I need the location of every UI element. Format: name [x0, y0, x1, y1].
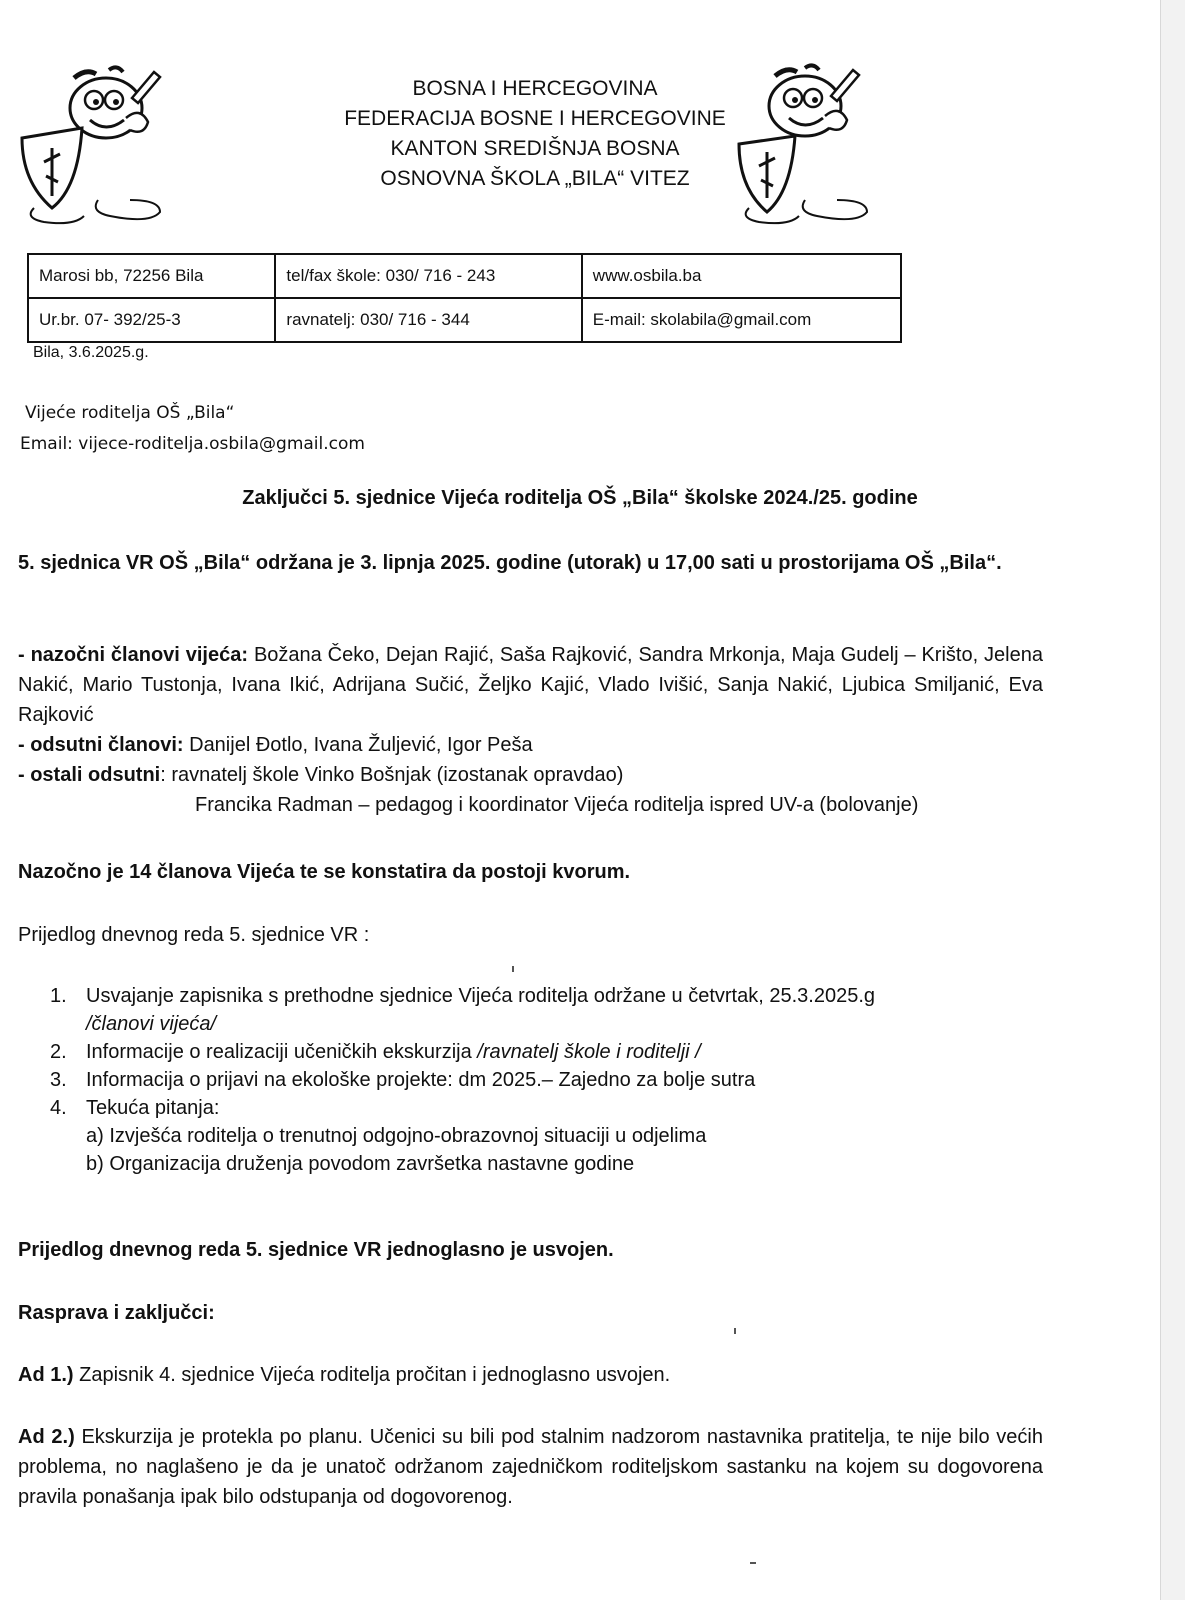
agenda-note: /članovi vijeća/: [86, 1013, 217, 1035]
present-label: - nazočni članovi vijeća:: [18, 644, 249, 666]
agenda-subitem: b) Organizacija druženja povodom završetka nastavne godine: [86, 1153, 635, 1175]
other-absent-text: : ravnatelj škole Vinko Bošnjak (izostanak opravdao): [160, 764, 624, 786]
present-list: Božana Čeko, Dejan Rajić, Saša Rajković, Sandra Mrkonja, Maja Gudelj – Krišto, Jelena Nakić, Mario Tustonja, Ivana Ikić, Adrijana Sučić, Željko Kajić, Vlado Ivišić, Sanja Nakić, Ljubica Smiljanić, Eva Rajković: [18, 644, 1043, 726]
agenda-text: Informacije o realizaciji učeničkih ekskurzija: [86, 1041, 478, 1063]
council-contact: [20, 398, 365, 460]
council-name: Vijeće roditelja OŠ „Bila“: [25, 403, 235, 423]
school-header: [300, 74, 770, 194]
table-row: [28, 254, 901, 298]
scan-speck: [750, 1562, 756, 1564]
agenda-subitem: a) Izvješća roditelja o trenutnoj odgojno-obrazovnoj situaciji u odjelima: [86, 1125, 707, 1147]
other-absent: [18, 760, 1043, 790]
school-info-table: [27, 253, 902, 343]
other-absent-label: - ostali odsutni: [18, 764, 161, 786]
agenda-intro: Prijedlog dnevnog reda 5. sjednice VR :: [18, 924, 370, 946]
scan-speck: [512, 966, 514, 972]
school-mascot-logo-right: [735, 58, 885, 228]
agenda-text: Tekuća pitanja:: [86, 1097, 220, 1119]
agenda-text: Informacija o prijavi na ekološke projekte: dm 2025.– Zajedno za bolje sutra: [86, 1069, 756, 1091]
header-line: FEDERACIJA BOSNE I HERCEGOVINE: [344, 107, 726, 130]
school-mascot-logo-left: [14, 58, 164, 228]
agenda-item: [50, 1038, 1040, 1066]
reference-number-cell: Ur.br. 07- 392/25-3: [28, 298, 275, 342]
other-absent-text-2: Francika Radman – pedagog i koordinator Vijeća roditelja ispred UV-a (bolovanje): [195, 794, 919, 816]
ad-1-label: Ad 1.): [18, 1364, 74, 1386]
ad-2-label: Ad 2.): [18, 1426, 75, 1448]
members-section: [18, 640, 1043, 820]
header-line: OSNOVNA ŠKOLA „BILA“ VITEZ: [380, 167, 690, 190]
absent-list: Danijel Đotlo, Ivana Žuljević, Igor Peša: [183, 734, 533, 756]
principal-phone-cell: ravnatelj: 030/ 716 - 344: [275, 298, 581, 342]
agenda-item: [50, 1094, 1040, 1178]
agenda-number: 1.: [50, 985, 67, 1007]
phone-cell: tel/fax škole: 030/ 716 - 243: [275, 254, 581, 298]
ad-1-paragraph: [18, 1360, 1043, 1390]
ad-1-text: Zapisnik 4. sjednice Vijeća roditelja pročitan i jednoglasno usvojen.: [73, 1364, 671, 1386]
absent-members: [18, 730, 1043, 760]
meeting-statement: 5. sjednica VR OŠ „Bila“ održana je 3. lipnja 2025. godine (utorak) u 17,00 sati u prostorijama OŠ „Bila“.: [18, 552, 1002, 574]
quorum-statement: Nazočno je 14 članova Vijeća te se konstatira da postoji kvorum.: [18, 861, 631, 883]
agenda-text: Usvajanje zapisnika s prethodne sjednice Vijeća roditelja održane u četvrtak, 25.3.2025.g: [86, 985, 876, 1007]
document-date: Bila, 3.6.2025.g.: [33, 344, 149, 361]
agenda-number: 3.: [50, 1069, 67, 1091]
address-cell: Marosi bb, 72256 Bila: [28, 254, 275, 298]
agenda-note: /ravnatelj škole i roditelji /: [477, 1041, 701, 1063]
document-title: Zaključci 5. sjednice Vijeća roditelja OŠ „Bila“ školske 2024./25. godine: [242, 487, 918, 509]
page-edge: [1160, 0, 1185, 1600]
email-cell: E-mail: skolabila@gmail.com: [582, 298, 901, 342]
agenda-list: [50, 982, 1040, 1178]
ad-2-text: Ekskurzija je protekla po planu. Učenici su bili pod stalnim nadzorom nastavnika pratitelja, te nije bilo većih problema, no naglašeno je da je unatoč održanom zajedničkom roditeljskom sastanku na kojem su dogovorena pravila ponašanja ipak bilo odstupanja od dogovorenog.: [18, 1426, 1043, 1508]
agenda-number: 4.: [50, 1097, 67, 1119]
table-row: [28, 298, 901, 342]
discussion-heading: Rasprava i zaključci:: [18, 1302, 215, 1324]
council-email: Email: vijece-roditelja.osbila@gmail.com: [20, 434, 365, 454]
scan-speck: [734, 1328, 736, 1334]
website-cell: www.osbila.ba: [582, 254, 901, 298]
agenda-item: [50, 1066, 1040, 1094]
agenda-item: [50, 982, 1040, 1038]
header-line: KANTON SREDIŠNJA BOSNA: [390, 137, 680, 160]
agenda-number: 2.: [50, 1041, 67, 1063]
header-line: BOSNA I HERCEGOVINA: [412, 77, 658, 100]
ad-2-paragraph: [18, 1422, 1043, 1512]
present-members: [18, 640, 1043, 730]
agenda-adopted: Prijedlog dnevnog reda 5. sjednice VR jednoglasno je usvojen.: [18, 1239, 614, 1261]
absent-label: - odsutni članovi:: [18, 734, 184, 756]
